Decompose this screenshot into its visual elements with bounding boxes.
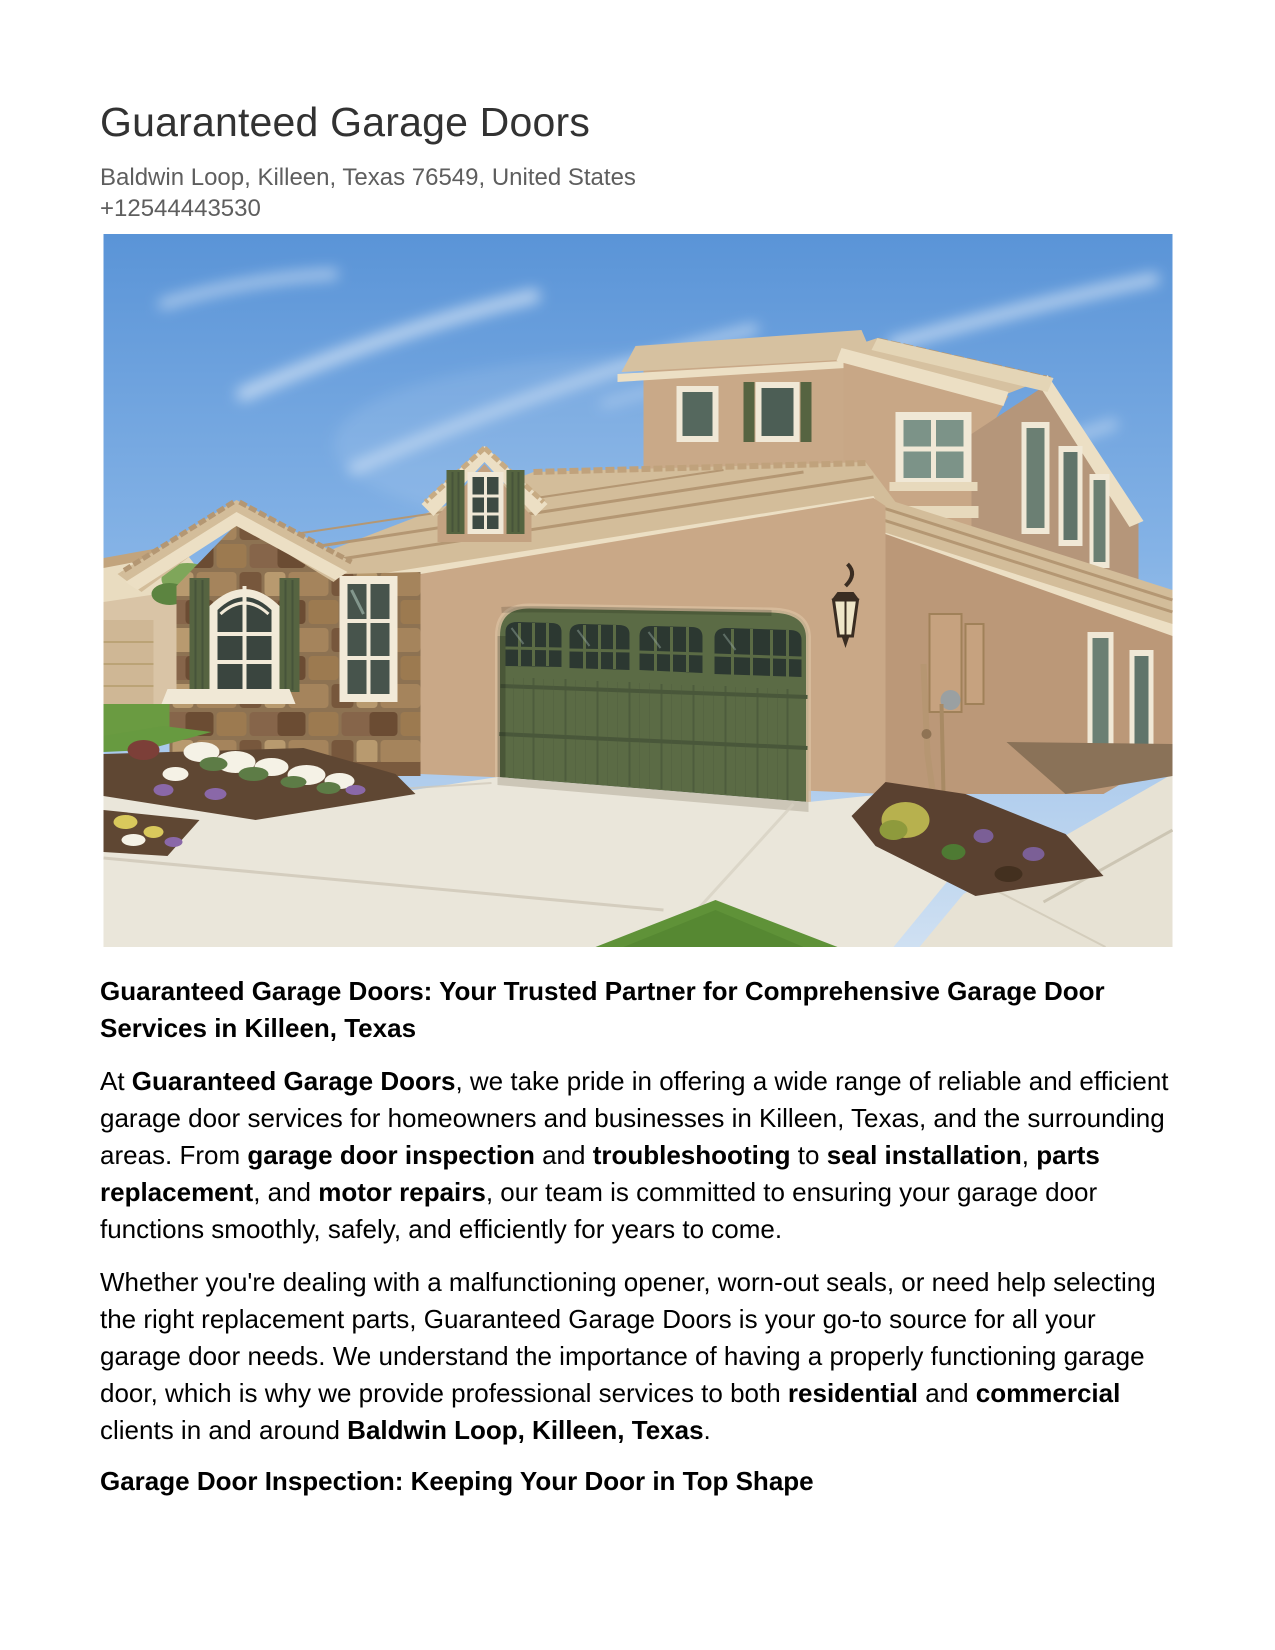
upper-front-window [890, 412, 978, 491]
stone-wall-window [340, 576, 398, 702]
upper-story [618, 330, 878, 482]
paragraph-clients: Whether you're dealing with a malfunctioning opener, worn-out seals, or need help selecting the right replacement parts, Guaranteed Garage Doors is your go-to source for all your garage door needs. We understand the importance of having a properly functioning garage door, which is why we provide professional services to both residential and commercial clients in and around Baldwin Loop, Killeen, Texas. [100, 1267, 1156, 1445]
business-address: Baldwin Loop, Killeen, Texas 76549, United States [100, 164, 636, 191]
arched-window [190, 578, 300, 696]
intro-heading: Guaranteed Garage Doors: Your Trusted Partner for Comprehensive Garage Door Services in Killeen, Texas [100, 976, 1105, 1043]
section-heading-inspection: Garage Door Inspection: Keeping Your Door in Top Shape [100, 1466, 814, 1496]
business-header [100, 0, 1175, 224]
business-title: Guaranteed Garage Doors [100, 99, 591, 145]
house-photo [103, 234, 1173, 947]
article-body [100, 973, 1175, 1500]
business-phone: +12544443530 [100, 195, 261, 222]
paragraph-services: At Guaranteed Garage Doors, we take pride in offering a wide range of reliable and efficient garage door services for homeowners and businesses in Killeen, Texas, and the surrounding areas. From garage door inspection and troubleshooting to seal installation, parts replacement, and motor repairs, our team is committed to ensuring your garage door functions smoothly, safely, and efficiently for years to come. [100, 1066, 1169, 1244]
